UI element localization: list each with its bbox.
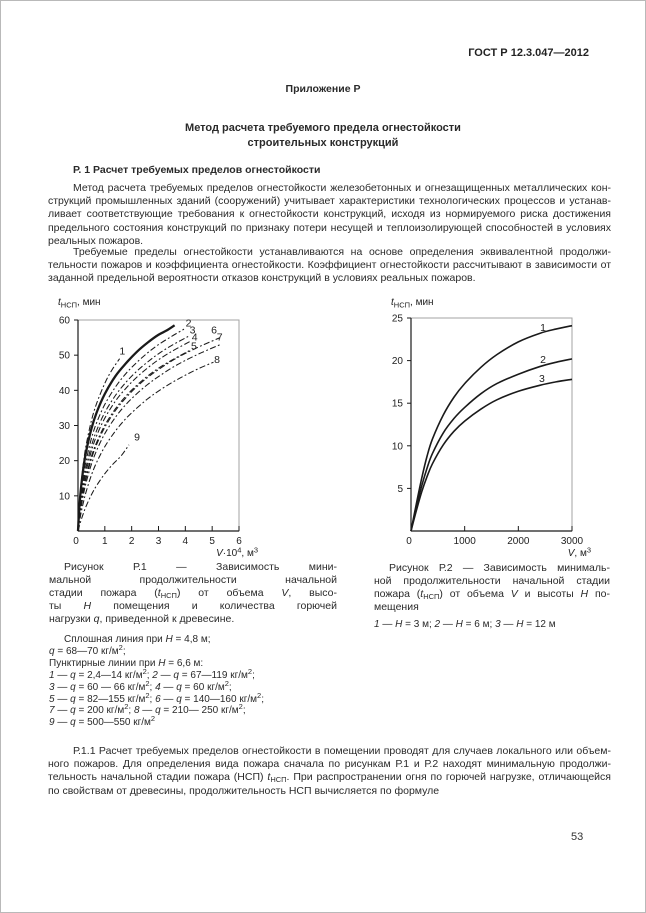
svg-text:2: 2 (540, 354, 546, 367)
doc-code: ГОСТ Р 12.3.047—2012 (468, 47, 589, 59)
page-number: 53 (571, 831, 584, 843)
svg-text:tНСП, мин: $t_{НСП}$, мин (391, 297, 434, 310)
figure-r2-caption: Рисунок Р.2 — Зависимость минималь- ной продолжительности начальной стадии пожара $(t_{НСП})$ от объема V и высоты H по- мещения (374, 562, 610, 613)
svg-text:0: 0 (406, 536, 412, 547)
svg-text:6: 6 (211, 324, 217, 337)
svg-text:20: 20 (58, 456, 70, 468)
svg-text:V, м3: V, $м^3$ (567, 545, 591, 559)
svg-text:2000: 2000 (507, 536, 530, 547)
svg-text:50: 50 (58, 350, 70, 362)
figure-r1-legend: Сплошная линия при H = 4,8 м; q = 68—70 $кг/м^2$; Пунктирные линии при H = 6,6 м: 1 — q = 2,4—14 $кг/м^2$; 2 — q = 67—119 $кг/м^2$; 3 — q = 60 — 66 $кг/м^2$; 4 — q = 60 $кг/м^2$; 5 — q = 82—155 $кг/м^2$; 6 — q = 140—160 $кг/м^2$; 7 — q = 200 $кг/м^2$; 8 — q = 210— 250 $кг/м^2$; 9 — q = 500—550 $кг/м^2$ (49, 634, 264, 729)
svg-text:25: 25 (391, 313, 403, 325)
svg-text:4: 4 (182, 536, 189, 547)
svg-text:60: 60 (58, 315, 70, 327)
svg-text:9: 9 (134, 431, 140, 444)
svg-text:10: 10 (391, 441, 403, 453)
svg-text:4: 4 (191, 331, 198, 344)
svg-text:1: 1 (540, 321, 546, 334)
svg-text:6: 6 (236, 536, 242, 547)
svg-text:5: 5 (397, 483, 403, 495)
svg-text:8: 8 (214, 353, 220, 366)
svg-text:10: 10 (58, 491, 70, 503)
svg-text:3: 3 (189, 324, 196, 337)
svg-text:1000: 1000 (453, 536, 476, 547)
paragraph-r11: Р.1.1 Расчет требуемых пределов огнестойкости в помещении проводят для случаев локального или объем- ного пожаров. Для определения вида пожара сначала по рисункам Р.1 и Р.2 находят минимальную продолжи- тельность начальной стадии пожара (НСП) $t_{НСП}$. При распространении огня по горючей нагрузке, отличающейся по свойствам от древесины, продолжительность НСП вычисляется по формуле (48, 745, 611, 797)
svg-text:0: 0 (73, 536, 79, 547)
doc-title-line2: строительных конструкций (247, 137, 399, 149)
svg-text:30: 30 (58, 421, 70, 432)
figure-r1-caption: Рисунок Р.1 — Зависимость мини- мальной продолжительности начальной стадии пожара $(t_{НСП})$ от объема V, высо- ты H помещения и количества горючей нагрузки q, приведенной к древесине. (49, 561, 338, 625)
svg-text:3: 3 (155, 536, 162, 547)
svg-text:7: 7 (216, 331, 223, 344)
section-heading: Р. 1 Расчет требуемых пределов огнестойкости (73, 164, 321, 176)
svg-text:5: 5 (190, 340, 197, 353)
figure-r2-chart (379, 294, 619, 566)
svg-text:2: 2 (185, 317, 192, 330)
figure-r2-legend: 1 — H = 3 м; 2 — H = 6 м; 3 — H = 12 м (374, 619, 556, 630)
svg-text:15: 15 (391, 398, 403, 410)
svg-text:40: 40 (58, 385, 70, 397)
doc-title-line1: Метод расчета требуемого предела огнестойкости (185, 122, 461, 134)
svg-text:2: 2 (128, 536, 135, 547)
annex-label: Приложение Р (285, 83, 361, 95)
svg-text:3000: 3000 (560, 536, 584, 547)
figure-r1-chart (46, 294, 308, 566)
svg-text:V·104, м3: $V\cdot 10^4$, $м^3$ (216, 545, 258, 559)
svg-text:5: 5 (209, 536, 215, 547)
paragraph-method: Метод расчета требуемых пределов огнестойкости железобетонных и огнезащищенных металлических кон- струкций промышленных зданий (сооружений) учитывает характеристики технологических процессов и устанав- ливает соответствующие требования к огнестойкости конструкций, исходя из нормируемого риска достижения предельного состояния конструкций по признаку потери несущей и теплоизолирующей способностей в условиях реальных пожаров. (48, 182, 611, 247)
svg-text:20: 20 (391, 356, 403, 368)
svg-text:3: 3 (539, 372, 545, 385)
doc-title (1, 121, 645, 151)
svg-text:1: 1 (102, 536, 108, 547)
svg-text:tНСП, мин: $t_{НСП}$, мин (58, 297, 101, 310)
svg-text:1: 1 (119, 345, 126, 358)
paragraph-fire-limits: Требуемые пределы огнестойкости устанавливаются на основе определения эквивалентной продолжи- тельности пожаров и коэффициента огнестойкости. Коэффициент огнестойкости рассчитывают в зависимости от заданной предельной вероятности отказов конструкций в условиях реальных пожаров. (48, 246, 611, 285)
